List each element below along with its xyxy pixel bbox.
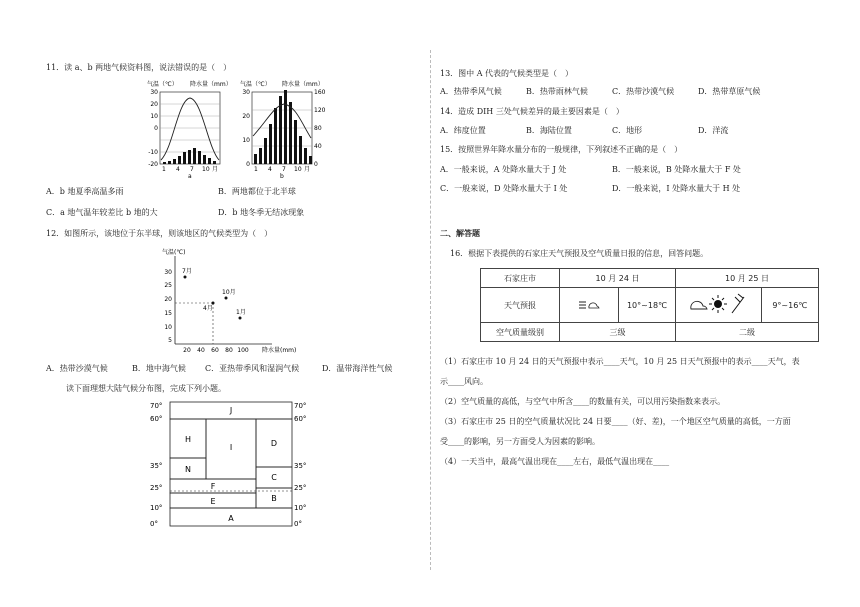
q16-sub4: （4）一天当中，最高气温出现在____左右，最低气温出现在____ [440, 457, 670, 466]
q14-stem: 14．造成 DIH 三处气候差异的最主要因素是（ ） [440, 107, 624, 116]
q15-option-c[interactable]: C．一般来说，D 处降水量大于 I 处 [440, 184, 568, 193]
q13-option-a[interactable]: A．热带季风气候 [440, 87, 502, 96]
svg-text:0: 0 [246, 161, 250, 168]
zone-e: E [210, 497, 216, 506]
svg-text:60°: 60° [150, 415, 163, 423]
chart-a-ytick: 10 [150, 113, 158, 120]
svg-text:60°: 60° [294, 415, 307, 423]
svg-text:25°: 25° [150, 484, 163, 492]
q13-option-d[interactable]: D．热带草原气候 [698, 87, 761, 96]
q11-option-c[interactable]: C．a 地气温年较差比 b 地的大 [46, 208, 158, 217]
svg-text:10: 10 [294, 166, 302, 173]
chart-a-caption: a [188, 173, 192, 178]
svg-text:月: 月 [304, 166, 311, 173]
svg-text:降水量（mm）: 降水量（mm） [282, 81, 324, 88]
q12-stem: 12．如图所示，该地位于东半球，则该地区的气候类型为（ ） [46, 229, 273, 238]
zone-b: B [271, 494, 277, 503]
q14-option-c[interactable]: C．地形 [612, 126, 643, 135]
q12-ylabel: 气温(℃) [162, 249, 186, 256]
svg-text:40: 40 [197, 347, 205, 354]
zone-j: J [229, 406, 233, 415]
svg-text:0: 0 [314, 161, 318, 168]
climate-chart-a [138, 78, 238, 178]
svg-text:60: 60 [211, 347, 219, 354]
svg-text:10: 10 [202, 166, 210, 173]
chart-a-ytick: -20 [148, 161, 158, 168]
svg-text:7月: 7月 [182, 268, 192, 275]
chart-a-ytick: 30 [150, 89, 158, 96]
weather-table [480, 268, 819, 342]
svg-text:30: 30 [242, 89, 250, 96]
svg-text:5: 5 [168, 337, 172, 344]
table-day2: 10 月 25 日 [676, 269, 819, 288]
zone-a: A [228, 514, 234, 523]
chart-a-ytick: 20 [150, 101, 158, 108]
svg-text:25°: 25° [294, 484, 307, 492]
svg-text:25: 25 [164, 282, 172, 289]
svg-text:月: 月 [212, 166, 219, 173]
q12-xlabel: 降水量(mm) [262, 347, 297, 354]
zone-c: C [271, 473, 277, 482]
q12-option-c[interactable]: C．亚热带季风和湿润气候 [205, 364, 300, 373]
svg-text:10月: 10月 [222, 289, 236, 296]
svg-text:20: 20 [164, 296, 172, 303]
svg-text:35°: 35° [150, 462, 163, 470]
q12-point-oct [225, 297, 228, 300]
q14-option-b[interactable]: B．海陆位置 [526, 126, 572, 135]
svg-text:4: 4 [176, 166, 180, 173]
q16-sub3b: 受____的影响，另一方面受人为因素的影响。 [440, 437, 600, 446]
chart-a-ytick: 0 [154, 125, 158, 132]
q15-stem: 15．按照世界年降水量分布的一般规律，下列叙述不正确的是（ ） [440, 145, 683, 154]
chart-b-caption: b [280, 173, 284, 178]
svg-text:1: 1 [254, 166, 258, 173]
svg-text:10°: 10° [150, 504, 163, 512]
q12-option-b[interactable]: B．地中海气候 [132, 364, 186, 373]
svg-text:7: 7 [282, 166, 286, 173]
q11-option-d[interactable]: D．b 地冬季无结冰现象 [218, 208, 305, 217]
q15-option-d[interactable]: D．一般来说，I 处降水量大于 H 处 [612, 184, 741, 193]
zone-f: F [210, 482, 216, 491]
zone-n: N [185, 465, 191, 474]
q11-stem: 11．读 a、b 两地气候资料图，说法错误的是（ ） [46, 63, 232, 72]
cloud-sun-wind-icon [688, 293, 748, 315]
weather-icon-day2 [676, 288, 762, 323]
svg-text:80: 80 [314, 125, 322, 132]
q13-option-b[interactable]: B．热带雨林气候 [526, 87, 588, 96]
zone-d: D [270, 439, 278, 448]
column-divider [430, 50, 431, 570]
fog-cloud-icon [577, 297, 601, 311]
table-city: 石家庄市 [481, 269, 560, 288]
table-day1: 10 月 24 日 [560, 269, 676, 288]
intro-text: 读下面理想大陆气候分布图，完成下列小题。 [66, 384, 226, 393]
svg-text:40: 40 [314, 143, 322, 150]
q15-option-a[interactable]: A．一般来说，A 处降水量大于 J 处 [440, 165, 567, 174]
svg-text:0°: 0° [150, 520, 158, 528]
q13-stem: 13．图中 A 代表的气候类型是（ ） [440, 69, 574, 78]
q16-stem: 16．根据下表提供的石家庄天气预报及空气质量日报的信息，回答问题。 [450, 249, 709, 258]
svg-text:4: 4 [268, 166, 272, 173]
chart-a-precip-bars [163, 148, 216, 164]
svg-text:100: 100 [237, 347, 249, 354]
table-air1: 三级 [560, 323, 676, 342]
svg-text:气温（℃）: 气温（℃） [240, 81, 271, 88]
svg-text:80: 80 [225, 347, 233, 354]
weather-icon-day1 [560, 288, 619, 323]
q16-sub3: （3）石家庄市 25 日的空气质量状况比 24 日要____（好、差)，一个地区空气质量的高低，一方面 [440, 417, 791, 426]
q14-option-a[interactable]: A．纬度位置 [440, 126, 486, 135]
table-air2: 二级 [676, 323, 819, 342]
svg-text:4月: 4月 [203, 305, 213, 312]
q12-option-a[interactable]: A．热带沙漠气候 [46, 364, 108, 373]
ideal-continent-diagram [148, 398, 318, 528]
zone-h: H [184, 435, 192, 444]
q16-sub2: （2）空气质量的高低，与空气中所含____的数量有关，可以用污染指数来表示。 [440, 397, 726, 406]
svg-text:15: 15 [164, 310, 172, 317]
q14-option-d[interactable]: D．洋流 [698, 126, 729, 135]
svg-text:160: 160 [314, 89, 326, 96]
q16-sub1: （1）石家庄市 10 月 24 日的天气预报中表示____天气，10 月 25 日天气预报中的表示____天气，表 [440, 357, 800, 366]
svg-text:1: 1 [162, 166, 166, 173]
q16-sub1b: 示____风向。 [440, 377, 488, 386]
q12-point-jul [184, 276, 187, 279]
svg-text:10°: 10° [294, 504, 307, 512]
svg-text:10: 10 [242, 137, 250, 144]
table-temp2: 9°~16℃ [761, 288, 818, 323]
chart-a-right-label: 降水量（mm） [190, 81, 232, 88]
chart-a-left-label: 气温（℃） [147, 81, 178, 88]
q13-option-c[interactable]: C．热带沙漠气候 [612, 87, 675, 96]
table-temp1: 10°~18℃ [619, 288, 676, 323]
svg-text:20: 20 [242, 113, 250, 120]
q11-option-b[interactable]: B．两地都位于北半球 [218, 187, 296, 196]
chart-b-precip-bars [254, 90, 312, 164]
svg-text:1月: 1月 [236, 309, 246, 316]
zone-i: I [229, 443, 233, 452]
q11-option-a[interactable]: A．b 地夏季高温多雨 [46, 187, 124, 196]
svg-text:35°: 35° [294, 462, 307, 470]
svg-text:10: 10 [164, 324, 172, 331]
table-air-label: 空气质量级别 [481, 323, 560, 342]
section-heading: 二、解答题 [440, 228, 480, 238]
svg-text:120: 120 [314, 107, 326, 114]
svg-text:20: 20 [183, 347, 191, 354]
climate-chart-b [234, 78, 334, 178]
q12-scatter-chart [150, 246, 310, 356]
chart-a-ytick: -10 [148, 149, 158, 156]
svg-text:30: 30 [164, 269, 172, 276]
svg-text:0°: 0° [294, 520, 302, 528]
table-forecast-label: 天气预报 [481, 288, 560, 323]
svg-text:70°: 70° [294, 402, 307, 410]
q12-option-d[interactable]: D．温带海洋性气候 [322, 364, 393, 373]
q12-point-jan [239, 317, 242, 320]
svg-text:70°: 70° [150, 402, 163, 410]
svg-text:7: 7 [190, 166, 194, 173]
q15-option-b[interactable]: B．一般来说，B 处降水量大于 F 处 [612, 165, 741, 174]
